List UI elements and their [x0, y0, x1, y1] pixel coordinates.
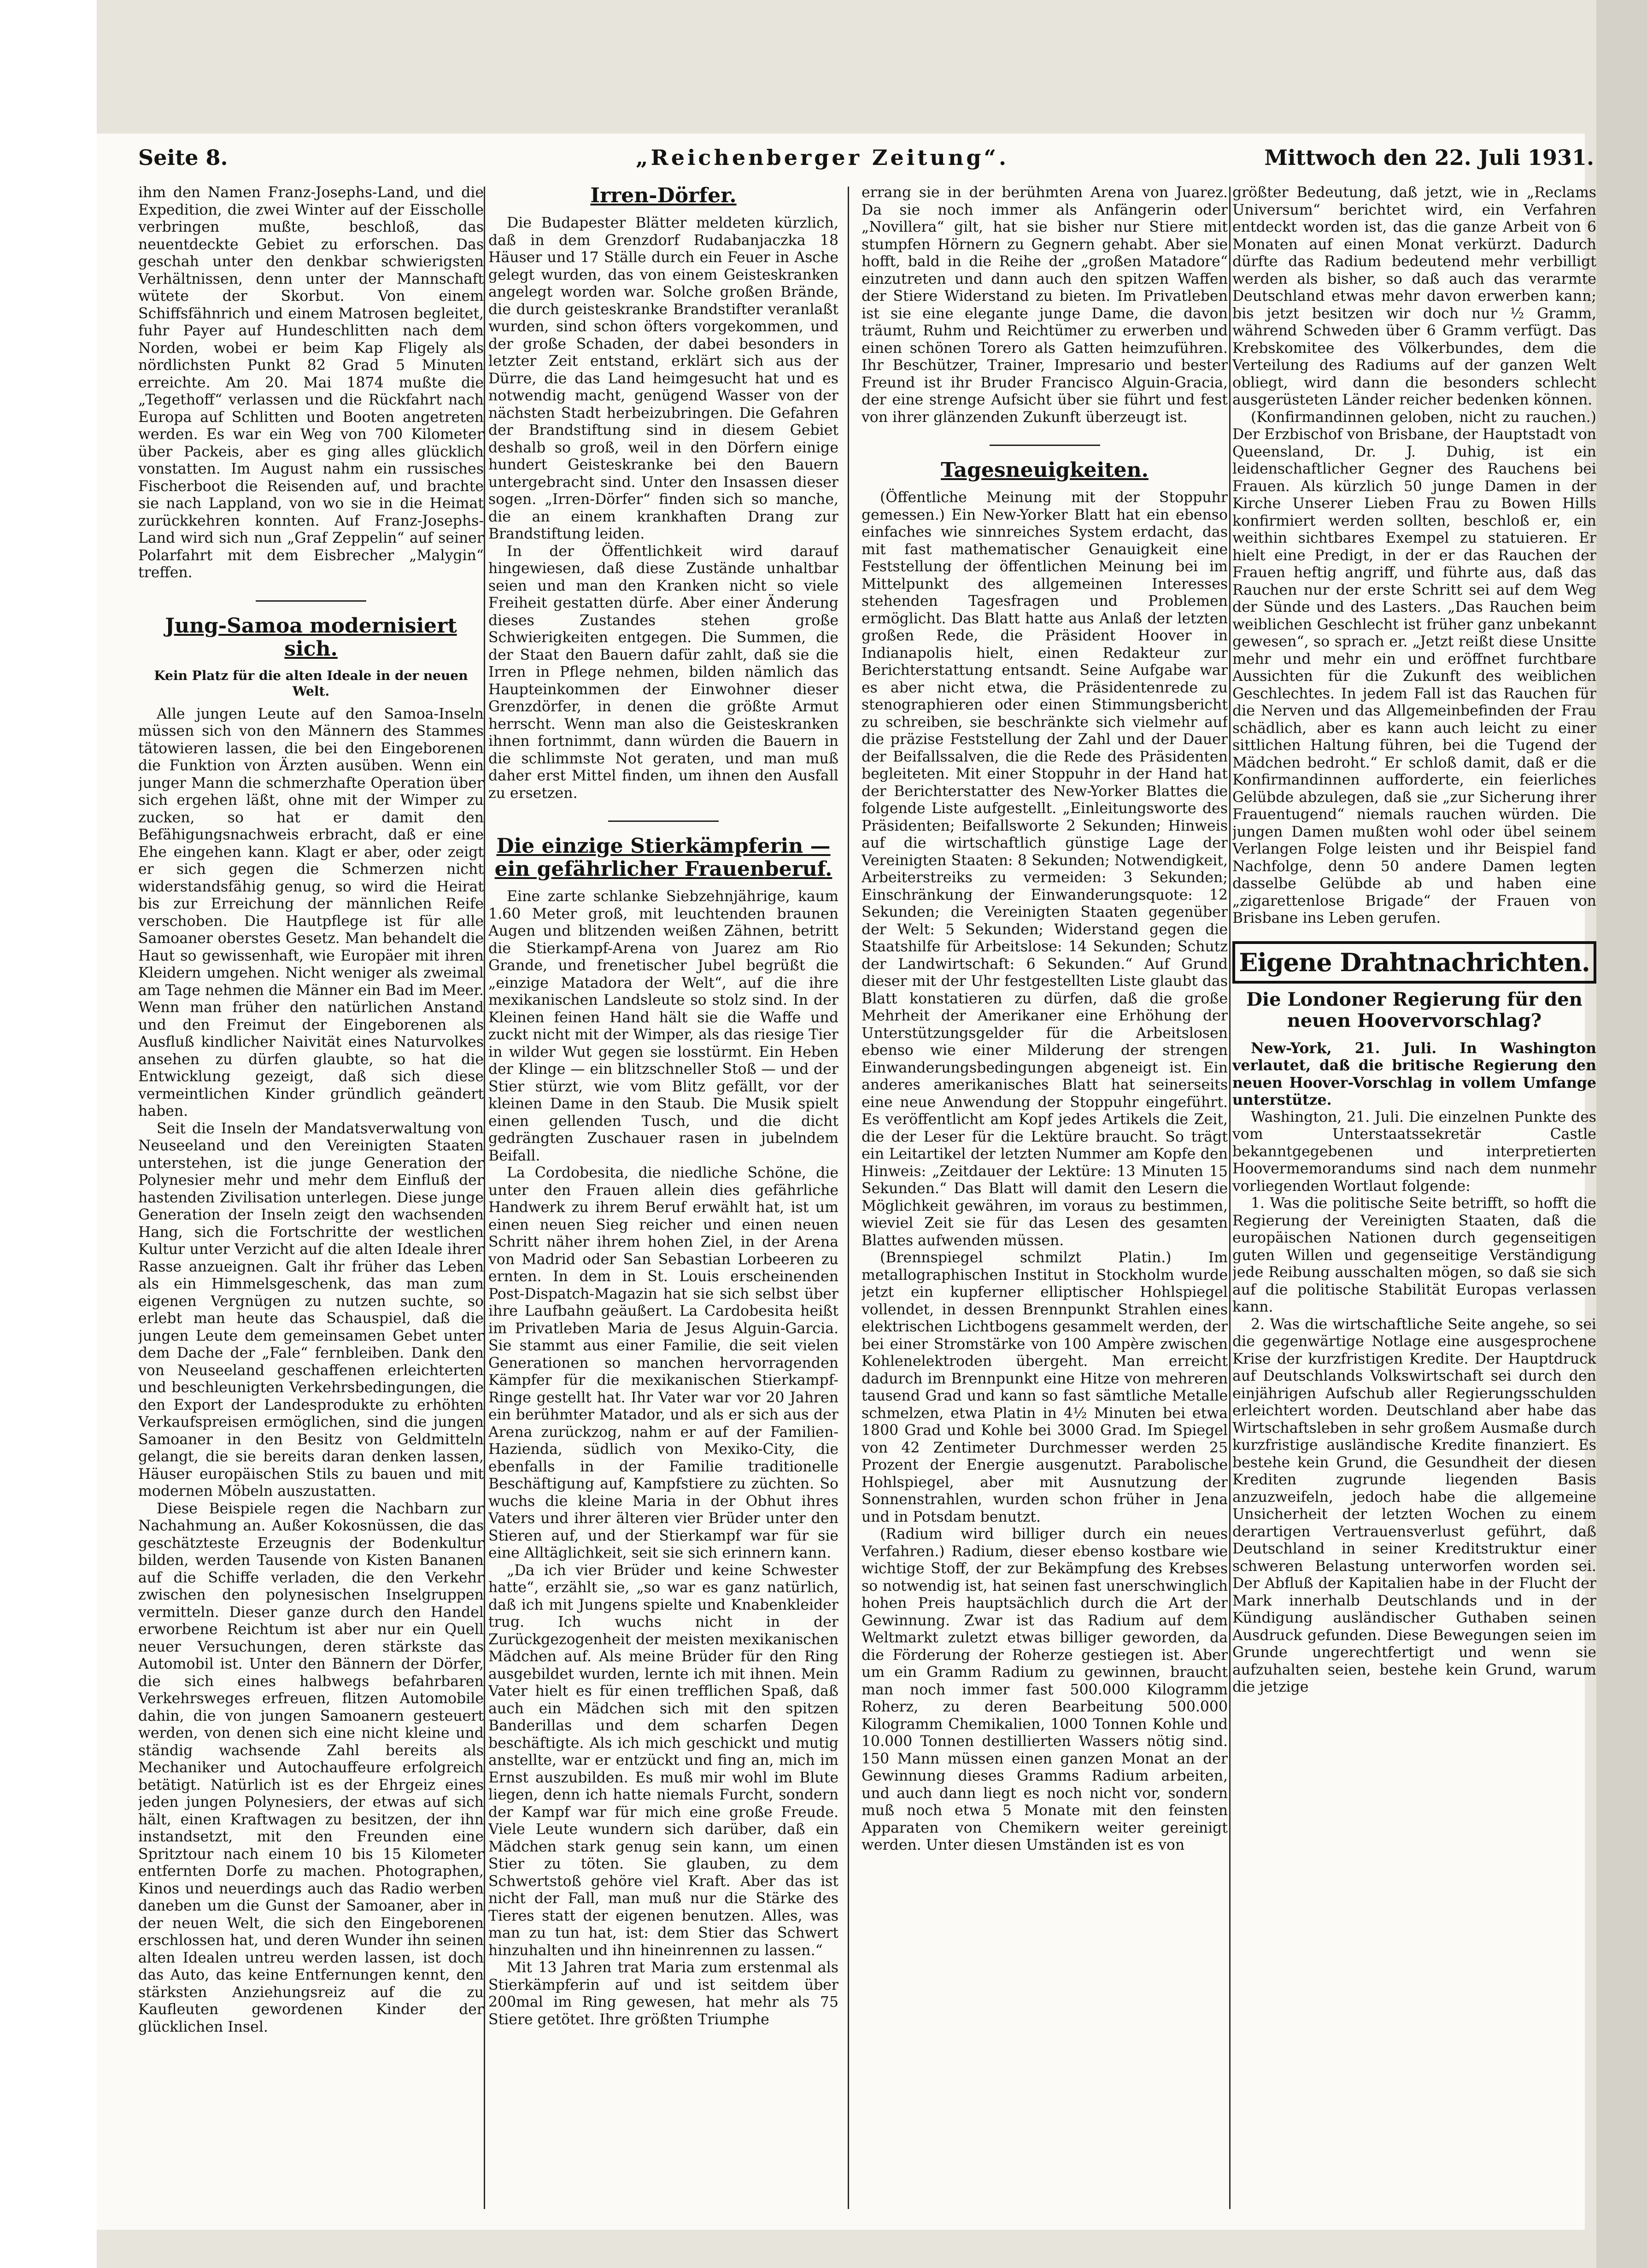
article-text: Seit die Inseln der Mandatsverwaltung von Neuseeland und den Vereinigten Staaten unterstehen, ist die junge Generation der Polynesier mehr und mehr dem Einfluß der hastenden Zivilisation unterlegen. Diese junge Generation der Inseln zeigt den wachsenden Hang, sich die Fortschritte der westlichen Kultur unter Verzicht auf die alten Ideale ihrer Rasse anzueignen. Galt ihr früher das Leben als ein Himmelsgeschenk, das man zum eigenen Vergnügen zu nutzen suchte, so erlebt man heute das Schauspiel, daß die jungen Leute dem gemeinsamen Gebet unter dem Dache der „Fale“ fernbleiben. Dank den von Neuseeland geschaffenen erleichterten und beschleunigten Verkehrsbedingungen, die den Export der Landesprodukte zu erhöhten Verkaufspreisen ermöglichen, sind die jungen Samoaner in den Besitz von Geldmitteln gelangt, die sie bereits daran denken lassen, Häuser europäischen Stils zu bauen und mit modernen Möbeln auszustatten. [138, 1120, 484, 1500]
article-text: Eine zarte schlanke Siebzehnjährige, kaum 1.60 Meter groß, mit leuchtenden braunen Augen und blitzenden weißen Zähnen, betritt die Stierkampf-Arena von Juarez am Rio Grande, und frenetischer Jubel begrüßt die „einzige Matadora der Welt“, auf die ihre mexikanischen Landsleute so stolz sind. In der Kleinen feinen Hand hält sie die Waffe und zuckt nicht mit der Wimper, als das riesige Tier in wilder Wut gegen sie losstürmt. Ein Heben der Klinge — ein blitzschneller Stoß — und der Stier stürzt, wie vom Blitz gefällt, vor der kleinen Dame in den Staub. Die Musik spielt einen gellenden Tusch, und die dicht gedrängten Zuschauer rasen in jubelndem Beifall. [488, 888, 838, 1164]
article-text: In der Öffentlichkeit wird darauf hingewiesen, daß diese Zustände unhaltbar seien und man den Kranken nicht so viele Freiheit gestatten dürfe. Aber einer Änderung dieses Zustandes stehen große Schwierigkeiten entgegen. Die Summen, die der Staat den Bauern dafür zahlt, daß sie die Irren in Pflege nehmen, bilden nämlich das Haupteinkommen der Einwohner dieser Grenzdörfer, in denen die größte Armut herrscht. Wenn man also die Geisteskranken ihnen fortnimmt, dann würden die Bauern in die schlimmste Not geraten, und man muß daher erst Mittel finden, um ihnen den Ausfall zu ersetzen. [488, 543, 838, 802]
article-text: La Cordobesita, die niedliche Schöne, die unter den Frauen allein dies gefährliche Handwerk zu ihrem Beruf erwählt hat, ist um einen neuen Sieg reicher und einen neuen Schritt näher ihrem hohen Ziel, in der Arena von Madrid oder San Sebastian Lorbeeren zu ernten. In dem in St. Louis erscheinenden Post-Dispatch-Magazin hat sie sich selbst über ihre Laufbahn geäußert. La Cardobesita heißt im Privatleben Maria de Jesus Alguin-Garcia. Sie stammt aus einer Familie, die seit vielen Generationen so manchen hervorragenden Kämpfer für die mexikanischen Stierkampf-Ringe gestellt hat. Ihr Vater war vor 20 Jahren ein berühmter Matador, und als er sich aus der Arena zurückzog, nahm er auf der Familien-Hazienda, südlich von Mexiko-City, die ebenfalls in der Familie traditionelle Beschäftigung auf, Kampfstiere zu züchten. So wuchs die kleine Maria in der Obhut ihres Vaters und ihrer älteren vier Brüder unter den Stieren auf, und der Stierkampf war für sie eine Alltäglichkeit, seit sie sich erinnern kann. [488, 1165, 838, 1561]
article-text: 1. Was die politische Seite betrifft, so hofft die Regierung der Vereinigten Staaten, daß die europäischen Nationen durch gegenseitigen guten Willen und gegenseitige Verständigung jede Reibung ausschalten mögen, so daß sie sich auf die politische Stabilität Europas verlassen kann. [1232, 1195, 1596, 1315]
article-text: Diese Beispiele regen die Nachbarn zur Nachahmung an. Außer Kokosnüssen, die das geschätzteste Erzeugnis der Bodenkultur bilden, werden Tausende von Kisten Bananen auf die Schiffe verladen, die den Verkehr zwischen den polynesischen Inselgruppen vermitteln. Dieser ganze durch den Handel erworbene Reichtum ist aber nur ein Quell neuer Versuchungen, deren stärkste das Automobil ist. Unter den Bännern der Dörfer, die sich eines halbwegs befahrbaren Verkehrsweges erfreuen, flitzen Automobile dahin, die von jungen Samoanern gesteuert werden, von denen sich eine nicht kleine und ständig wachsende Zahl bereits als Mechaniker und Autochauffeure erfolgreich betätigt. Natürlich ist es der Ehrgeiz eines jeden jungen Polynesiers, der etwas auf sich hält, einen Kraftwagen zu besitzen, der ihn instandsetzt, mit den Freunden eine Spritztour nach einem 10 bis 15 Kilometer entfernten Dorfe zu machen. Photographen, Kinos und neuerdings auch das Radio werben daneben um die Gunst der Samoaner, aber in der neuen Welt, die sich den Eingeborenen erschlossen hat, und deren Wunder ihn seinen alten Idealen untreu werden lassen, ist doch das Auto, das keine Entfernungen kennt, den stärksten Anziehungsreiz auf die zu Kaufleuten gewordenen Kinder der glücklichen Insel. [138, 1500, 484, 2035]
column-1 [138, 184, 484, 2211]
column-2 [488, 184, 838, 2211]
article-text: New-York, 21. Juli. In Washington verlautet, daß die britische Regierung den neuen Hoover-Vorschlag in vollem Umfange unterstütze. [1232, 1039, 1596, 1108]
divider [256, 600, 366, 602]
divider [608, 820, 719, 822]
column-rule [848, 187, 849, 2209]
scan-margin-right [1596, 0, 1647, 2268]
column-rule [484, 187, 485, 2209]
divider [990, 445, 1100, 446]
article-text: größter Bedeutung, daß jetzt, wie in „Reclams Universum“ berichtet wird, ein Verfahren entdeckt worden ist, das die ganze Arbeit von 6 Monaten auf einen Monat verkürzt. Dadurch dürfte das Radium bedeutend mehr verbilligt werden als bisher, so daß auch das verarmte Deutschland etwas mehr davon erwerben kann; bis jetzt besitzen wir doch nur ½ Gramm, während Schweden über 6 Gramm verfügt. Das Krebskomitee des Völkerbundes, dem die Verteilung des Radiums auf der ganzen Welt obliegt, wird dann die besonders schlecht ausgerüsteten Länder reicher bedenken können. [1232, 184, 1596, 408]
section-box-drahtnachrichten: Eigene Drahtnachrichten. [1232, 941, 1596, 984]
page-header [138, 141, 1594, 177]
article-text: ihm den Namen Franz-Josephs-Land, und die Expedition, die zwei Winter auf der Eisscholle verbringen mußte, beschloß, das neuentdeckte Gebiet zu erforschen. Das geschah unter den denkbar schwierigsten Verhältnissen, denn unter der Mannschaft wütete der Skorbut. Von einem Schiffsfähnrich und einem Matrosen begleitet, fuhr Payer auf Hundeschlitten nach dem Norden, wobei er beim Kap Fligely als nördlichsten Punkt 82 Grad 5 Minuten erreichte. Am 20. Mai 1874 mußte die „Tegethoff“ verlassen und die Rückfahrt nach Europa auf Schlitten und Booten angetreten werden. Es war ein Weg von 700 Kilometer über Packeis, aber es ging alles glücklich vonstatten. Im August nahm ein russisches Fischerboot die Reisenden auf, und brachte sie nach Lappland, von wo sie in die Heimat zurückkehren konnten. Auf Franz-Josephs-Land wird sich nun „Graf Zeppelin“ auf seiner Polarfahrt mit dem Eisbrecher „Malygin“ treffen. [138, 184, 484, 581]
newspaper-title: „Reichenberger Zeitung“. [636, 145, 1009, 170]
article-text: (Konfirmandinnen geloben, nicht zu rauchen.) Der Erzbischof von Brisbane, der Hauptstadt von Queensland, Dr. J. Duhig, ist ein leidenschaftlicher Gegner des Rauchens bei Frauen. Als kürzlich 50 junge Damen in der Kirche Unserer Lieben Frau zu Bowen Hills konfirmiert werden sollten, beschloß er, ein weithin sichtbares Exempel zu statuieren. Er hielt eine Predigt, in der er das Rauchen der Frauen heftig angriff, und führte aus, daß das Rauchen nur der erste Schritt sei auf dem Weg der Sünde und des Lasters. „Das Rauchen beim weiblichen Geschlecht ist früher ganz unbekannt gewesen“, so sprach er. „Jetzt reißt diese Unsitte mehr und mehr ein und eröffnet furchtbare Aussichten für die Zukunft des weiblichen Geschlechtes. In jedem Fall ist das Rauchen für die Nerven und das Allgemeinbefinden der Frau schädlich, aber es kann auch leicht zu einer sittlichen Haltung führen, bei die Tugend der Mädchen bedroht.“ Er schloß damit, daß er die Konfirmandinnen aufforderte, ein feierliches Gelübde abzulegen, daß sie „zur Sicherung ihrer Frauentugend“ niemals rauchen würden. Die jungen Damen mußten wohl oder übel seinem Verlangen Folge leisten und ihr Beispiel fand Nachfolge, denn 50 andere Damen legten dasselbe Gelübde ab und haben eine „zigarettenlose Brigade“ der Frauen von Brisbane ins Leben gerufen. [1232, 409, 1596, 926]
article-text: (Radium wird billiger durch ein neues Verfahren.) Radium, dieser ebenso kostbare wie wichtige Stoff, der zur Bekämpfung des Krebses so notwendig ist, hat seinen fast unerschwinglich hohen Preis hauptsächlich durch die Art der Gewinnung. Zwar ist das Radium auf dem Weltmarkt zuletzt etwas billiger geworden, da die Förderung der Roherze gestiegen ist. Aber um ein Gramm Radium zu gewinnen, braucht man noch immer fast 500.000 Kilogramm Roherz, zu deren Bearbeitung 500.000 Kilogramm Chemikalien, 1000 Tonnen Kohle und 10.000 Tonnen destillierten Wassers nötig sind. 150 Mann müssen einen ganzen Monat an der Gewinnung dieses Gramms Radium arbeiten, und auch dann liegt es noch nicht vor, sondern muß noch etwa 5 Monate mit den feinsten Apparaten von Chemikern weiter gereinigt werden. Unter diesen Umständen ist es von [862, 1526, 1228, 1853]
column-3 [862, 184, 1228, 2211]
article-text: „Da ich vier Brüder und keine Schwester hatte“, erzählt sie, „so war es ganz natürlich, daß ich mit Jungens spielte und Knabenkleider trug. Ich wuchs nicht in der Zurückgezogenheit der meisten mexikanischen Mädchen auf. Als meine Brüder für den Ring ausgebildet wurden, lernte ich mit ihnen. Mein Vater hielt es für einen trefflichen Spaß, daß auch ein Mädchen sich mit den spitzen Banderillas und dem scharfen Degen beschäftigte. Als ich mich geschickt und mutig anstellte, war er entzückt und fing an, mich im Ernst auszubilden. Es muß mir wohl im Blute liegen, denn ich hatte niemals Furcht, sondern der Kampf war für mich eine große Freude. Viele Leute wundern sich darüber, daß ein Mädchen stark genug sein kann, um einen Stier zu töten. Sie glauben, zu dem Schwertstoß gehöre viel Kraft. Aber das ist nicht der Fall, man muß nur die Stärke des Tieres statt der eigenen benutzen. Alles, was man zu tun hat, ist: dem Stier das Schwert hinzuhalten und ihn hineinrennen zu lassen.“ [488, 1562, 838, 1959]
headline-tagesneuigkeiten: Tagesneuigkeiten. [941, 458, 1149, 482]
article-text: (Brennspiegel schmilzt Platin.) Im metallographischen Institut in Stockholm wurde jetzt ein kupferner elliptischer Hohlspiegel vollendet, in dessen Brennpunkt Strahlen eines elektrischen Lichtbogens gesammelt werden, der bei einer Stromstärke von 100 Ampère zwischen Kohlenelektroden übergeht. Man erreicht dadurch im Brennpunkt eine Hitze von mehreren tausend Grad und kann so fast sämtliche Metalle schmelzen, etwa Platin in 4½ Minuten bei etwa 1800 Grad und Kohle bei 3000 Grad. Im Spiegel von 42 Zentimeter Durchmesser werden 25 Prozent der Energie ausgenutzt. Parabolische Hohlspiegel, aber mit Ausnutzung der Sonnenstrahlen, wurden schon früher in Jena und in Potsdam benutzt. [862, 1249, 1228, 1525]
column-4 [1232, 184, 1596, 2211]
article-text: Alle jungen Leute auf den Samoa-Inseln müssen sich von den Männern des Stammes tätowieren lassen, die bei den Eingeborenen die Funktion von Ärzten ausüben. Wenn ein junger Mann die schmerzhafte Operation über sich ergehen läßt, ohne mit der Wimper zu zucken, so hat er damit den Befähigungsnachweis erbracht, daß er eine Ehe eingehen kann. Klagt er aber, oder zeigt er sich gegen die Schmerzen nicht widerstandsfähig genug, so wird die Heirat bis zur Erreichung der männlichen Reife verschoben. Die Hautpflege ist für alle Samoaner oberstes Gesetz. Man behandelt die Haut so gewissenhaft, wie Europäer mit ihren Kleidern umgehen. Nicht weniger als zweimal am Tage nehmen die Männer ein Bad im Meer. Wenn man früher den natürlichen Anstand und den Freimut der Eingeborenen als Ausfluß kindlicher Naivität eines Naturvolkes ansehen zu dürfen glaubte, so hat die Entwicklung gezeigt, daß sich diese vermeintlichen Kinder gründlich geändert haben. [138, 705, 484, 1119]
headline-samoa: Jung-Samoa modernisiert sich. [165, 614, 457, 661]
page-number: Seite 8. [138, 145, 228, 170]
article-text: (Öffentliche Meinung mit der Stoppuhr gemessen.) Ein New-Yorker Blatt hat ein ebenso einfaches wie sinnreiches System erdacht, das mit fast mathematischer Genauigkeit eine Feststellung der öffentlichen Meinung bei im Mittelpunkt des allgemeinen Interesses stehenden Tagesfragen und Problemen ermöglicht. Das Blatt hatte aus Anlaß der letzten großen Rede, die Präsident Hoover in Indianapolis hielt, einen Redakteur zur Berichterstattung entsandt. Seine Aufgabe war es aber nicht etwa, die Präsidentenrede zu stenographieren oder einen Stimmungsbericht zu schreiben, sie beschränkte sich vielmehr auf die präzise Feststellung der Zahl und der Dauer der Beifallssalven, die die Rede des Präsidenten begleiteten. Mit einer Stoppuhr in der Hand hat der Berichterstatter des New-Yorker Blattes die folgende Liste aufgestellt. „Einleitungsworte des Präsidenten; Beifallsworte 2 Sekunden; Hinweis auf die wirtschaftlich günstige Lage der Vereinigten Staaten: 8 Sekunden; Notwendigkeit, Arbeiterstreiks zu vermeiden: 3 Sekunden; Einschränkung der Einwanderungsquote: 12 Sekunden; die Vereinigten Staaten gegenüber der Welt: 5 Sekunden; Widerstand gegen die Staatshilfe für Arbeitslose: 14 Sekunden; Schutz der Landwirtschaft: 6 Sekunden.“ Auf Grund dieser mit der Uhr festgestellten Liste glaubt das Blatt konstatieren zu dürfen, daß die große Mehrheit der Amerikaner eine Erhöhung der Unterstützungsgelder für die Arbeitslosen ebenso wie einer Milderung der strengen Einwanderungsbedingungen abgeneigt ist. Ein anderes amerikanisches Blatt hat seinerseits eine neue Anwendung der Stoppuhr eingeführt. Es veröffentlicht am Kopf jedes Artikels die Zeit, die der Leser für die Lektüre braucht. So trägt ein Leitartikel der letzten Nummer am Kopfe den Hinweis: „Zeitdauer der Lektüre: 13 Minuten 15 Sekunden.“ Das Blatt will damit den Lesern die Möglichkeit gewähren, im voraus zu bestimmen, wieviel Zeit sie für das Lesen des gesamten Blattes aufwenden müssen. [862, 489, 1228, 1249]
subheadline-samoa: Kein Platz für die alten Ideale in der neuen Welt. [154, 668, 468, 699]
article-text: Die Budapester Blätter meldeten kürzlich, daß in dem Grenzdorf Rudabanjaczka 18 Häuser und 17 Ställe durch ein Feuer in Asche gelegt wurden, das von einem Geisteskranken angelegt worden war. Solche großen Brände, die durch geisteskranke Brandstifter veranlaßt wurden, sind schon öfters vorgekommen, und der große Schaden, der dabei besonders in letzter Zeit entstand, erklärt sich aus der Dürre, die das Land heimgesucht hat und es notwendig macht, genügend Wasser von der nächsten Stadt herbeizubringen. Die Gefahren der Brandstiftung sind in diesem Gebiet deshalb so groß, weil in den Dörfern einige hundert Geisteskranke bei den Bauern untergebracht sind. Unter den Insassen dieser sogen. „Irren-Dörfer“ finden sich so manche, die an einem krankhaften Drang zur Brandstiftung leiden. [488, 215, 838, 542]
article-text: errang sie in der berühmten Arena von Juarez. Da sie noch immer als Anfängerin oder „Novillera“ gilt, hat sie bisher nur Stiere mit stumpfen Hörnern zu Gegnern gehabt. Aber sie hofft, bald in die Reihe der „großen Matadore“ einzutreten und dann auch den spitzen Waffen der Stiere Widerstand zu bieten. Im Privatleben ist sie eine elegante junge Dame, die davon träumt, Ruhm und Reichtümer zu erwerben und einen schönen Torero als Gatten heimzuführen. Ihr Beschützer, Trainer, Impresario und bester Freund ist ihr Bruder Francisco Alguin-Gracia, der eine strenge Aufsicht über sie führt und fest von ihrer glänzenden Zukunft überzeugt ist. [862, 184, 1228, 426]
issue-date: Mittwoch den 22. Juli 1931. [1264, 145, 1594, 170]
scan-margin-left [0, 0, 97, 2268]
headline-stierkaempferin: Die einzige Stierkämpferin — ein gefährlicher Frauenberuf. [494, 834, 832, 881]
headline-londoner-regierung: Die Londoner Regierung für den neuen Hoovervorschlag? [1246, 988, 1583, 1031]
column-rule [1229, 187, 1231, 2209]
article-text: 2. Was die wirtschaftliche Seite angehe, so sei die gegenwärtige Notlage eine ausgesprochene Krise der kurzfristigen Kredite. Der Hauptdruck auf Deutschlands Volkswirtschaft sei durch den einjährigen Aufschub aller Regierungsschulden erleichtert worden. Deutschland aber habe das Wirtschaftsleben in sehr großem Ausmaße durch kurzfristige ausländische Kredite finanziert. Es bestehe kein Grund, die Gesundheit der diesen Krediten zugrunde liegenden Basis anzuzweifeln, jedoch habe die allgemeine Unsicherheit der letzten Wochen zu einem derartigen Vertrauensverlust geführt, daß Deutschland in seiner Kreditstruktur einer schweren Belastung unterworfen worden sei. Der Abfluß der Kapitalien habe in der Flucht der Mark innerhalb Deutschlands und in der Kündigung ausländischer Guthaben seinen Ausdruck gefunden. Diese Bewegungen seien im Grunde ungerechtfertigt und wenn sie aufzuhalten seien, bestehe kein Grund, warum die jetzige [1232, 1316, 1596, 1695]
article-text: Washington, 21. Juli. Die einzelnen Punkte des vom Unterstaatssekretär Castle bekanntgegebenen und interpretierten Hoovermemorandums sind nach dem nunmehr vorliegenden Wortlaut folgende: [1232, 1108, 1596, 1195]
headline-irren-doerfer: Irren-Dörfer. [590, 184, 737, 207]
article-text: Mit 13 Jahren trat Maria zum erstenmal als Stierkämpferin auf und ist seitdem über 200mal im Ring gewesen, hat mehr als 75 Stiere getötet. Ihre größten Triumphe [488, 1959, 838, 2028]
